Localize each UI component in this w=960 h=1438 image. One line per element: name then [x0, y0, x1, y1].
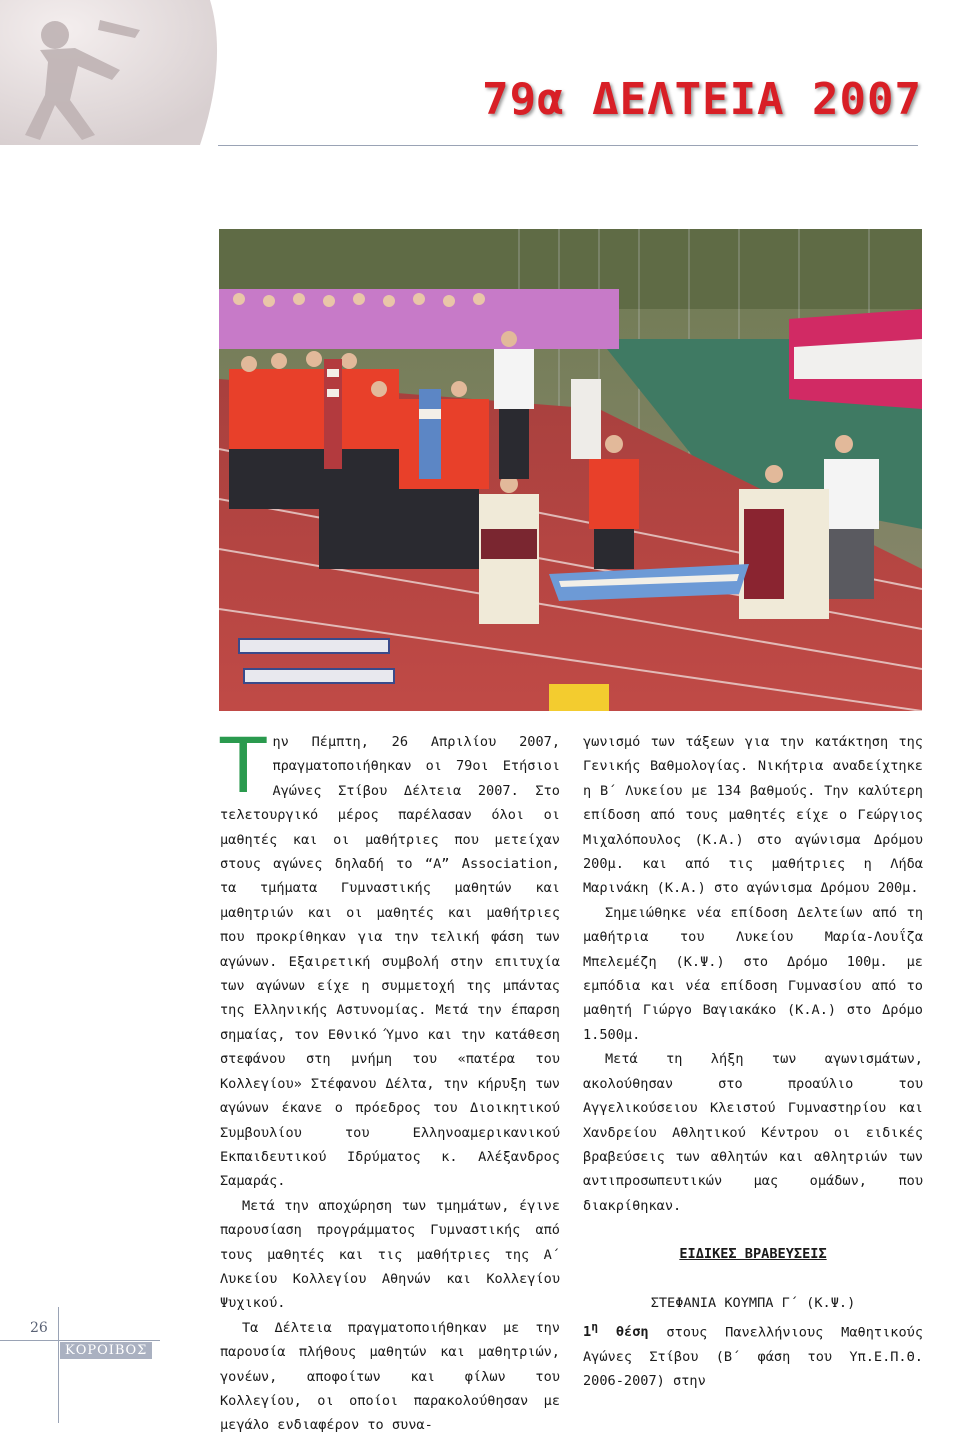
- article-right-column: [583, 730, 923, 1394]
- article-paragraph-intro: Την Πέμπτη, 26 Απριλίου 2007, πραγματοποιήθηκαν οι 79οι Ετήσιοι Αγώνες Στίβου Δέλτεια 2007. Στο τελετουργικό μέρος παρέλασαν όλοι οι μαθητές και οι μαθήτριες που μετείχαν στους αγώνες δηλαδή το “Α” Association, τα τμήματα Γυμναστικής μαθητών και μαθητριών και οι μαθητές και μαθήτριες που προκρίθηκαν για την τελική φάση των αγώνων. Εξαιρετική συμβολή στην επιτυχία των αγώνων είχε η συμμετοχή της μπάντας της Ελληνικής Αστυνομίας. Μετά την έπαρση σημαίας, τον Εθνικό Ύμνο και την κατάθεση στεφάνου στη μνήμη του «πατέρα του Κολλεγίου» Στέφανου Δέλτα, την κήρυξη των αγώνων έκανε ο πρόεδρος του Διοικητικού Συμβουλίου του Ελληνοαμερικανικού Εκπαιδευτικού Ιδρύματος κ. Αλέξανδρος Σαμαράς.: [220, 721, 560, 1190]
- page-title: 79α ΔΕΛΤΕΙΑ 2007: [482, 74, 922, 125]
- award-description: $1^\eta$ θέση στους Πανελλήνιους Μαθητικούς Αγώνες Στίβου (Β΄ φάση του Υπ.Ε.Π.Θ. 2006-2007) στην: [583, 1319, 924, 1390]
- article-paragraph: Μετά την αποχώρηση των τμημάτων, έγινε παρουσίαση προγράμματος Γυμναστικής από τους μαθητές και τις μαθήτριες της Α΄ Λυκείου Κολλεγίου Αθηνών και Κολλεγίου Ψυχικού.: [220, 1197, 560, 1312]
- page-number: 26: [30, 1320, 48, 1336]
- award-recipient: ΣΤΕΦΑΝΙΑ ΚΟΥΜΠΑ Γ΄ (Κ.Ψ.): [650, 1294, 856, 1311]
- parade-photo: [219, 229, 922, 711]
- article-paragraph: Σημειώθηκε νέα επίδοση Δελτείων από τη μαθήτρια του Λυκείου Μαρία-Λουΐζα Μπελεμέζη (Κ.Ψ.) στο Δρόμο 100μ. με εμπόδια και νέα επίδοση Γυμνασίου από το μαθητή Γιώργο Βαγιακάκο (Κ.Α.) στο Δρόμο 1.500μ.: [583, 904, 923, 1043]
- awards-heading: ΕΙΔΙΚΕΣ ΒΡΑΒΕΥΣΕΙΣ: [679, 1246, 827, 1263]
- drop-cap: Τ: [220, 721, 267, 810]
- article-paragraph: γωνισμό των τάξεων για την κατάκτηση της Γενικής Βαθμολογίας. Νικήτρια αναδείχτηκε η Β΄ Λυκείου με 134 βαθμούς. Την καλύτερη επίδοση από τους μαθητές είχε ο Γεώργιος Μιχαλόπουλος (Κ.Α.) στο αγώνισμα Δρόμου 200μ. και από τις μαθήτριες η Λήδα Μαρινάκη (Κ.Α.) στο αγώνισμα Δρόμου 200μ.: [583, 734, 923, 897]
- article-paragraph: Τα Δέλτεια πραγματοποιήθηκαν με την παρουσία πλήθους μαθητών και μαθητριών, γονέων, αποφοίτων και φίλων του Κολλεγίου, οι οποίοι παρακολούθησαν με μεγάλο ενδιαφέρον το συνα-: [220, 1319, 560, 1434]
- footer-divider-horizontal: [0, 1340, 160, 1341]
- magazine-brand: ΚΟΡΟΙΒΟΣ: [60, 1342, 152, 1359]
- article-paragraph: Μετά τη λήξη των αγωνισμάτων, ακολούθησαν στο προαύλιο του Αγγελικούσειου Κλειστού Γυμναστηρίου και Χανδρείου Αθλητικού Κέντρου οι ειδικές βραβεύσεις των αθλητών και αθλητριών των αντιπροσωπευτικών μας ομάδων, που διακρίθηκαν.: [583, 1051, 923, 1214]
- article-left-column: [220, 721, 560, 1438]
- title-divider: [218, 145, 918, 146]
- footer-divider-vertical: [58, 1307, 59, 1423]
- runner-graphic: [0, 0, 225, 145]
